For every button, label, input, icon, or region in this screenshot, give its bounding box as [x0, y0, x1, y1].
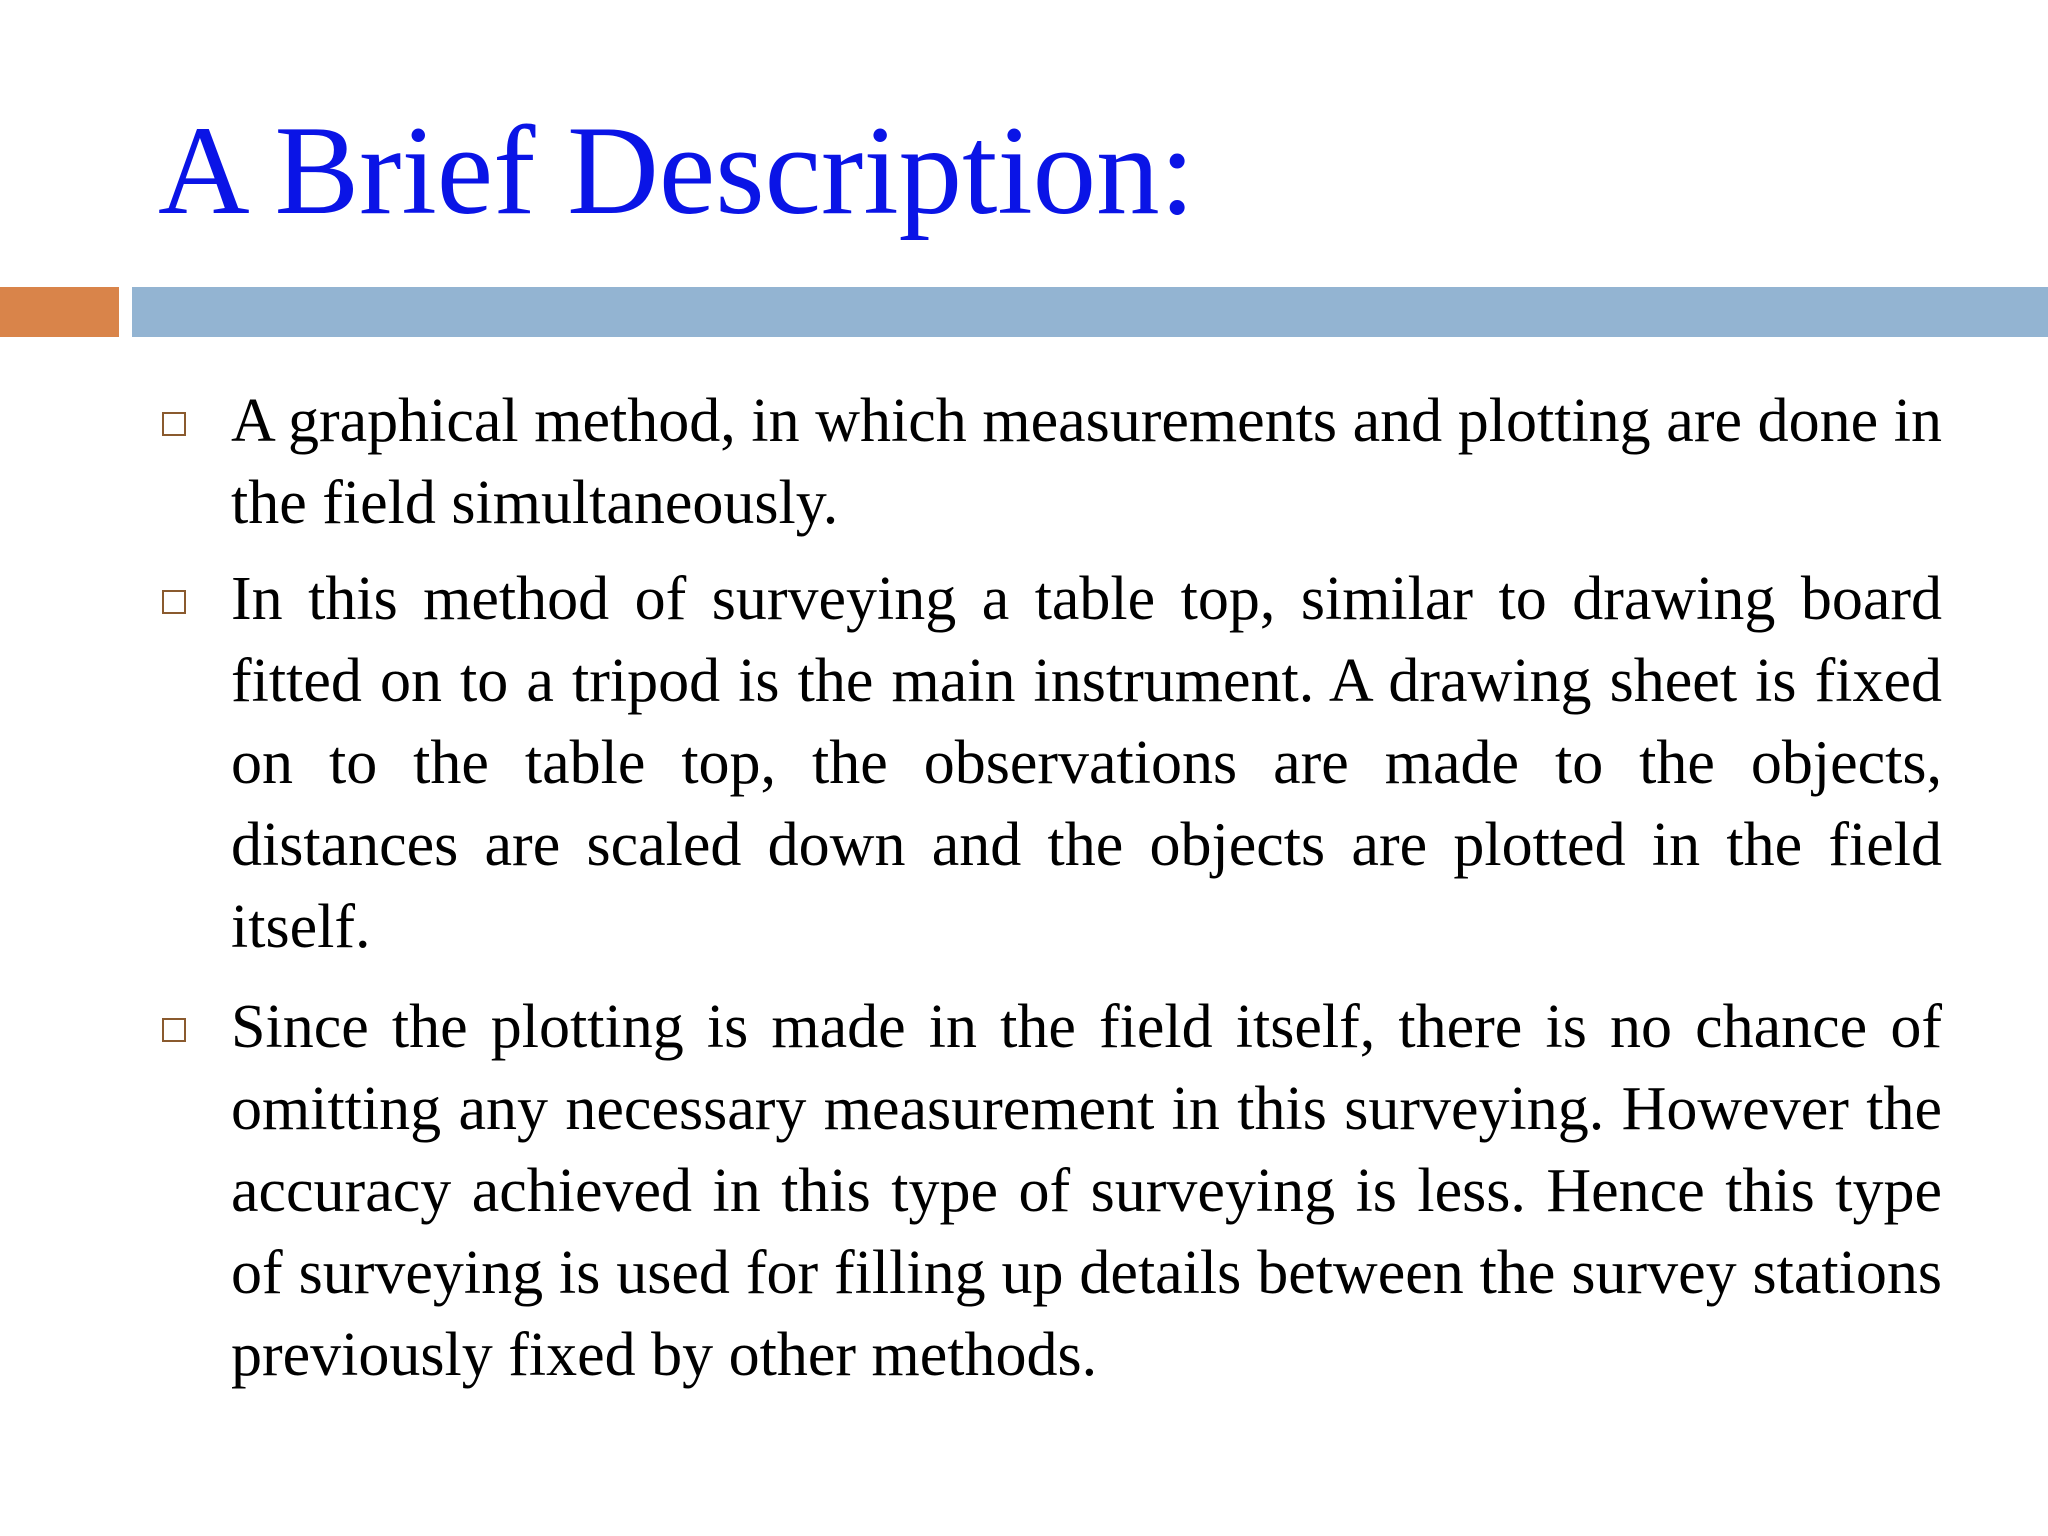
slide-title: A Brief Description: [158, 101, 1195, 241]
bullet-text: Since the plotting is made in the field itself, there is no chance of omitting any necessary measurement in this surveying. However the accuracy achieved in this type of surveying is less. Hence this type of surveying is used for filling up details between the survey stations previously fixed by other methods. [231, 993, 1942, 1389]
bullet-text: A graphical method, in which measurements and plotting are done in the field simultaneously. [231, 387, 1942, 537]
title-accent-bar [0, 287, 119, 337]
square-bullet-icon [162, 590, 186, 614]
title-divider-bar [132, 287, 2048, 337]
square-bullet-icon [162, 1018, 186, 1042]
bullet-text: In this method of surveying a table top, similar to drawing board fitted on to a tripod is the main instrument. A drawing sheet is fixed on to the table top, the observations are made to the objects, distances are scaled down and the objects are plotted in the field itself. [231, 565, 1942, 961]
square-bullet-icon [162, 412, 186, 436]
